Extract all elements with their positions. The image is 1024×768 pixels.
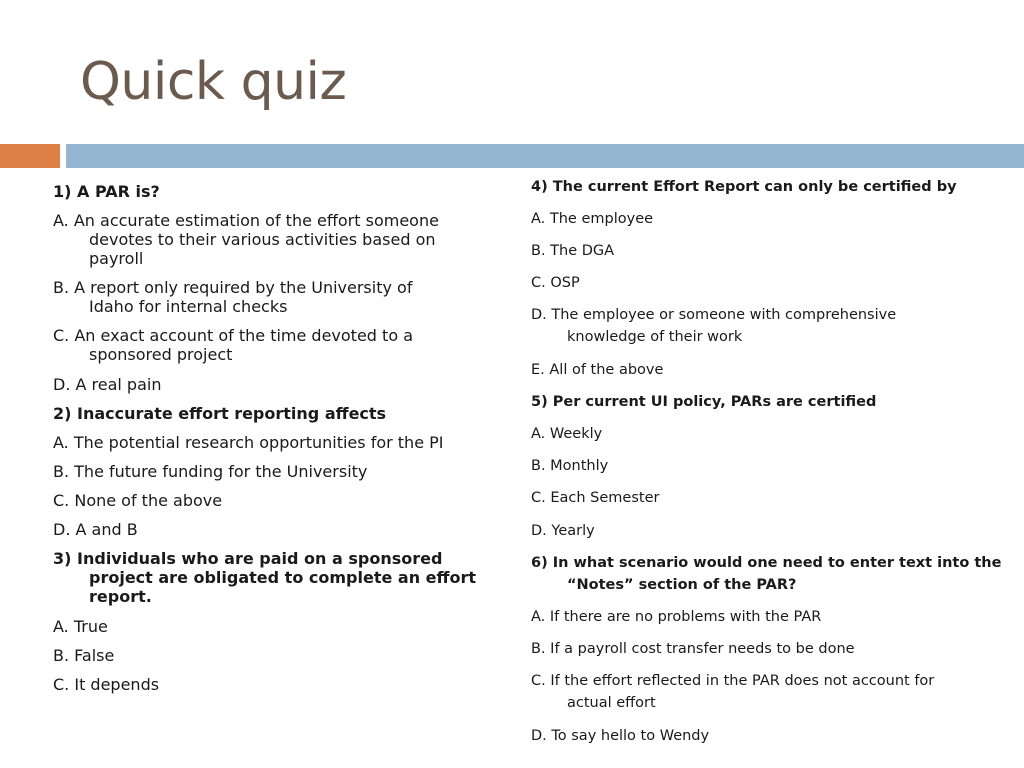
q2-option-a: A. The potential research opportunities for the PI bbox=[53, 433, 444, 452]
q6-option-d: D. To say hello to Wendy bbox=[531, 728, 710, 744]
q1-option-a-cont: devotes to their various activities based on bbox=[89, 230, 436, 249]
q3-option-a: A. True bbox=[53, 617, 108, 636]
q1-option-b: B. A report only required by the University of bbox=[53, 278, 413, 297]
q4-option-d-cont: knowledge of their work bbox=[567, 329, 743, 345]
q5-option-a: A. Weekly bbox=[531, 426, 603, 442]
q5-option-b: B. Monthly bbox=[531, 458, 609, 474]
question-5: 5) Per current UI policy, PARs are certified bbox=[531, 394, 877, 410]
q1-option-a-cont2: payroll bbox=[89, 249, 144, 268]
question-2: 2) Inaccurate effort reporting affects bbox=[53, 404, 387, 423]
q6-option-c-cont: actual effort bbox=[567, 695, 656, 711]
q2-option-d: D. A and B bbox=[53, 520, 138, 539]
q5-option-d: D. Yearly bbox=[531, 523, 595, 539]
q6-option-a: A. If there are no problems with the PAR bbox=[531, 609, 822, 625]
q6-option-b: B. If a payroll cost transfer needs to be done bbox=[531, 641, 855, 657]
question-3-cont2: report. bbox=[89, 587, 152, 606]
accent-bar-orange bbox=[0, 144, 60, 168]
q4-option-b: B. The DGA bbox=[531, 243, 615, 259]
question-4: 4) The current Effort Report can only be certified by bbox=[531, 179, 957, 195]
q5-option-c: C. Each Semester bbox=[531, 490, 660, 506]
q4-option-e: E. All of the above bbox=[531, 362, 664, 378]
q1-option-d: D. A real pain bbox=[53, 375, 162, 394]
q6-option-c: C. If the effort reflected in the PAR does not account for bbox=[531, 673, 935, 689]
question-1: 1) A PAR is? bbox=[53, 182, 160, 201]
q1-option-c-cont: sponsored project bbox=[89, 345, 233, 364]
accent-bar-blue bbox=[66, 144, 1024, 168]
question-3-cont: project are obligated to complete an effort bbox=[89, 568, 476, 587]
question-6: 6) In what scenario would one need to enter text into the bbox=[531, 555, 1002, 571]
q4-option-c: C. OSP bbox=[531, 275, 580, 291]
q1-option-c: C. An exact account of the time devoted to a bbox=[53, 326, 413, 345]
question-6-cont: “Notes” section of the PAR? bbox=[567, 577, 797, 593]
q1-option-a: A. An accurate estimation of the effort someone bbox=[53, 211, 439, 230]
q4-option-d: D. The employee or someone with comprehensive bbox=[531, 307, 897, 323]
q4-option-a: A. The employee bbox=[531, 211, 654, 227]
slide-title: Quick quiz bbox=[80, 52, 347, 112]
q2-option-c: C. None of the above bbox=[53, 491, 223, 510]
question-3: 3) Individuals who are paid on a sponsored bbox=[53, 549, 443, 568]
q3-option-c: C. It depends bbox=[53, 675, 160, 694]
q1-option-b-cont: Idaho for internal checks bbox=[89, 297, 288, 316]
q2-option-b: B. The future funding for the University bbox=[53, 462, 368, 481]
q3-option-b: B. False bbox=[53, 646, 115, 665]
